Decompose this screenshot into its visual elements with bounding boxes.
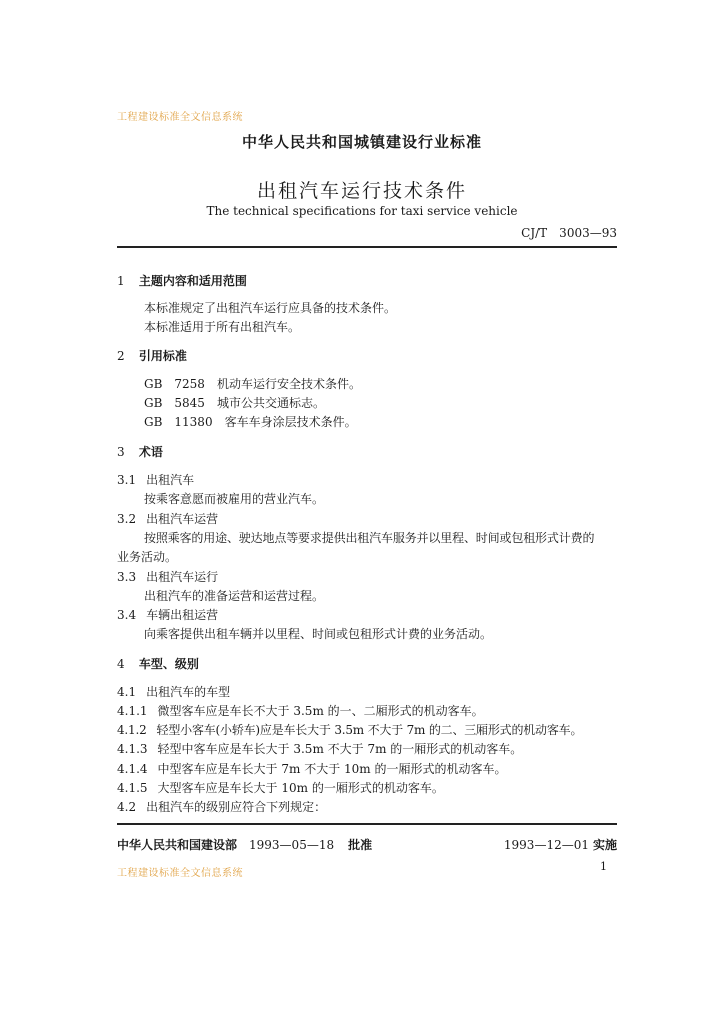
standard-type: 中华人民共和国城镇建设行业标准 — [241, 133, 482, 151]
term-3-2 — [117, 510, 218, 527]
term-definition-continued: 业务活动。 — [117, 550, 178, 564]
paragraph: 本标准规定了出租汽车运行应具备的技术条件。 — [144, 301, 397, 315]
issuer-line — [117, 836, 372, 853]
document-title-english: The technical specifications for taxi service vehicle — [206, 204, 518, 218]
clause-number: 4.2 — [117, 800, 137, 814]
standard-code: CJ/T 3003—93 — [521, 226, 617, 240]
clause-number: 3.3 — [117, 570, 137, 584]
section-title: 主题内容和适用范围 — [138, 274, 247, 288]
section-number: 3 — [117, 445, 125, 459]
footer-rule — [117, 823, 617, 825]
term-definition: 向乘客提供出租车辆并以里程、时间或包租形式计费的业务活动。 — [144, 627, 493, 641]
term-3-1 — [117, 471, 194, 488]
term-title: 出租汽车 — [146, 473, 195, 487]
section-number: 2 — [117, 349, 125, 363]
approve-date: 1993—05—18 — [249, 838, 335, 852]
clause-text: 大型客车应是车长大于 10m 的一厢形式的机动客车。 — [157, 781, 444, 795]
clause-text: 轻型中客车应是车长大于 3.5m 不大于 7m 的一厢形式的机动客车。 — [157, 742, 523, 756]
clause-text: 微型客车应是车长不大于 3.5m 的一、二厢形式的机动客车。 — [157, 704, 484, 718]
section-number: 4 — [117, 657, 125, 671]
clause-4-2 — [117, 798, 326, 815]
section-title: 车型、级别 — [138, 657, 199, 671]
section-2-heading — [117, 347, 187, 364]
clause-4-1-5 — [117, 779, 444, 796]
term-definition: 按照乘客的用途、驶达地点等要求提供出租汽车服务并以里程、时间或包租形式计费的 — [144, 531, 595, 545]
page-number: 1 — [600, 860, 607, 873]
effective-line — [504, 836, 617, 853]
section-3-heading — [117, 443, 163, 460]
term-title: 出租汽车运营 — [146, 512, 219, 526]
reference-item: GB 7258 机动车运行安全技术条件。 — [144, 377, 361, 391]
term-definition: 按乘客意愿而被雇用的营业汽车。 — [144, 492, 325, 506]
clause-number: 3.2 — [117, 512, 137, 526]
clause-4-1-1 — [117, 702, 484, 719]
clause-text: 中型客车应是车长大于 7m 不大于 10m 的一厢形式的机动客车。 — [157, 762, 507, 776]
effective-date: 1993—12—01 — [503, 838, 589, 852]
clause-text: 出租汽车的级别应符合下列规定： — [146, 800, 327, 814]
clause-4-1-3 — [117, 740, 522, 757]
clause-text: 轻型小客车(小轿车)应是车长大于 3.5m 不大于 7m 的二、三厢形式的机动客车。 — [156, 723, 583, 737]
term-definition: 出租汽车的准备运营和运营过程。 — [144, 589, 325, 603]
clause-number: 4.1.3 — [117, 742, 148, 756]
clause-number: 4.1.1 — [117, 704, 148, 718]
watermark-top: 工程建设标准全文信息系统 — [117, 112, 243, 123]
clause-number: 3.4 — [117, 608, 137, 622]
clause-number: 4.1.5 — [117, 781, 148, 795]
term-title: 车辆出租运营 — [146, 608, 219, 622]
section-4-heading — [117, 655, 199, 672]
section-title: 术语 — [138, 445, 163, 459]
clause-text: 出租汽车的车型 — [146, 685, 231, 699]
clause-number: 4.1.2 — [117, 723, 147, 737]
clause-number: 4.1 — [117, 685, 137, 699]
issuer: 中华人民共和国建设部 — [117, 838, 238, 852]
effective-label: 实施 — [592, 838, 617, 852]
term-title: 出租汽车运行 — [146, 570, 219, 584]
header-rule — [117, 246, 617, 248]
clause-4-1-2 — [117, 721, 582, 738]
reference-item: GB 5845 城市公共交通标志。 — [144, 396, 325, 410]
paragraph: 本标准适用于所有出租汽车。 — [144, 320, 301, 334]
section-number: 1 — [117, 274, 125, 288]
document-title: 出租汽车运行技术条件 — [256, 180, 467, 202]
clause-4-1-4 — [117, 760, 506, 777]
term-3-3 — [117, 568, 218, 585]
term-3-4 — [117, 606, 218, 623]
section-1-heading — [117, 272, 247, 289]
reference-item: GB 11380 客车车身涂层技术条件。 — [144, 415, 357, 429]
clause-number: 4.1.4 — [117, 762, 148, 776]
approve-label: 批准 — [348, 838, 373, 852]
section-title: 引用标准 — [138, 349, 187, 363]
clause-4-1 — [117, 683, 230, 700]
watermark-bottom: 工程建设标准全文信息系统 — [117, 868, 243, 879]
clause-number: 3.1 — [117, 473, 137, 487]
